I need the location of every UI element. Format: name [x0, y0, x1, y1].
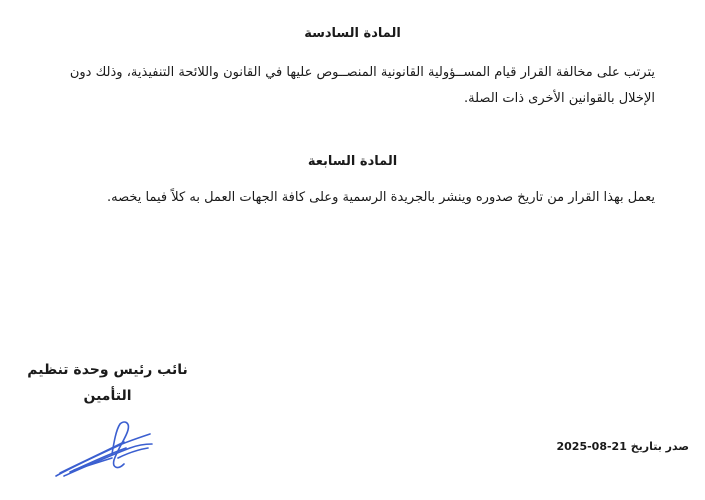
signatory-title [20, 357, 195, 409]
issue-date-label: صدر بتاريخ [630, 440, 689, 453]
article-seven-text: يعمل بهذا القرار من تاريخ صدوره وينشر بالجريدة الرسمية وعلى كافة الجهات العمل به كلاً فيما يخصه. [107, 190, 655, 205]
handwritten-signature [52, 418, 157, 480]
article-six-text: يترتب على مخالفة القرار قيام المســؤولية القانونية المنصــوص عليها في القانون واللائحة التنفيذية، وذلك دون الإخلال بالقوانين الأخرى ذات الصلة. [69, 65, 655, 106]
issue-date-line [556, 440, 689, 453]
signatory-title-line1: نائب رئيس وحدة تنظيم [27, 362, 188, 378]
article-six-title: المادة السادسة [304, 26, 401, 41]
article-seven-title: المادة السابعة [307, 154, 398, 169]
signatory-title-line2: التأمين [83, 388, 132, 404]
issue-date-value: 2025-08-21 [556, 440, 627, 453]
